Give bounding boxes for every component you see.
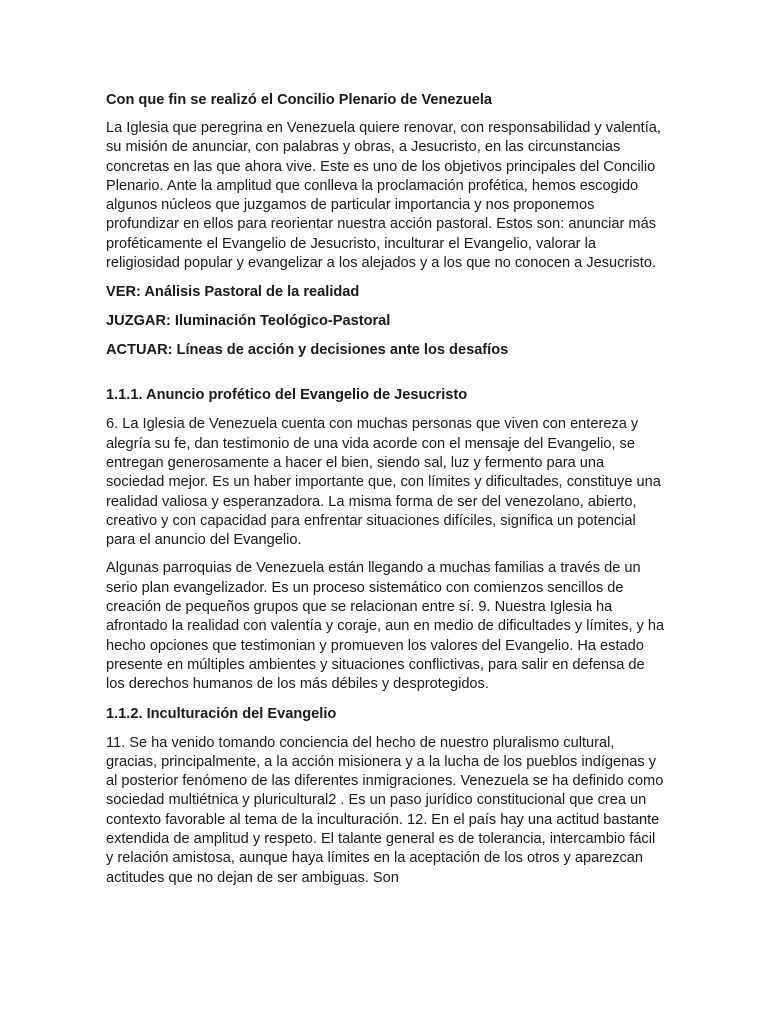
document-title: Con que fin se realizó el Concilio Plenario de Venezuela xyxy=(106,92,493,108)
section-2-heading: 1.1.2. Inculturación del Evangelio xyxy=(106,705,337,722)
section-1-paragraph-2: Algunas parroquias de Venezuela están llegando a muchas familias a través de un serio plan evangelizador. Es un proceso sistemático con comienzos sencillos de creación de pequeños grupos que se relacionan entre sí. 9. Nuestra Iglesia ha afrontado la realidad con valentía y coraje, aun en medio de dificultades y límites, y ha hecho opciones que testimonian y promueven los valores del Evangelio. Ha estado presente en múltiples ambientes y situaciones conflictivas, para salir en defensa de los derechos humanos de los más débiles y desprotegidos. xyxy=(106,560,665,693)
ver-heading: VER: Análisis Pastoral de la realidad xyxy=(106,284,360,301)
document-page xyxy=(106,90,666,897)
section-spacer xyxy=(106,369,666,385)
section-1-heading: 1.1.1. Anuncio profético del Evangelio de Jesucristo xyxy=(106,387,468,404)
actuar-heading: ACTUAR: Líneas de acción y decisiones ante los desafíos xyxy=(106,342,509,359)
section-1-paragraph-1: 6. La Iglesia de Venezuela cuenta con muchas personas que viven con entereza y alegría su fe, dan testimonio de una vida acorde con el mensaje del Evangelio, se entregan generosamente a hacer el bien, siendo sal, luz y fermento para una sociedad mejor. Es un haber importante que, con límites y dificultades, constituye una realidad valiosa y esperanzadora. La misma forma de ser del venezolano, abierto, creativo y con capacidad para enfrentar situaciones difíciles, significa un potencial para el anuncio del Evangelio. xyxy=(106,416,661,549)
intro-paragraph: La Iglesia que peregrina en Venezuela quiere renovar, con responsabilidad y valentía, su misión de anunciar, con palabras y obras, a Jesucristo, en las circunstancias concretas en las que ahora vive. Este es uno de los objetivos principales del Concilio Plenario. Ante la amplitud que conlleva la proclamación profética, hemos escogido algunos núcleos que juzgamos de particular importancia y nos proponemos profundizar en ellos para reorientar nuestra acción pastoral. Estos son: anunciar más proféticamente el Evangelio de Jesucristo, inculturar el Evangelio, valorar la religiosidad popular y evangelizar a los alejados y a los que no conocen a Jesucristo. xyxy=(106,120,661,272)
juzgar-heading: JUZGAR: Iluminación Teológico-Pastoral xyxy=(106,313,391,330)
section-2-paragraph-1: 11. Se ha venido tomando conciencia del hecho de nuestro pluralismo cultural, gracias, principalmente, a la acción misionera y a la lucha de los pueblos indígenas y al posterior fenómeno de las diferentes inmigraciones. Venezuela se ha definido como sociedad multiétnica y pluricultural2 . Es un paso jurídico constitucional que crea un contexto favorable al tema de la inculturación. 12. En el país hay una actitud bastante extendida de amplitud y respeto. El talante general es de tolerancia, intercambio fácil y relación amistosa, aunque haya límites en la aceptación de los otros y aparezcan actitudes que no dejan de ser ambiguas. Son xyxy=(106,734,664,886)
